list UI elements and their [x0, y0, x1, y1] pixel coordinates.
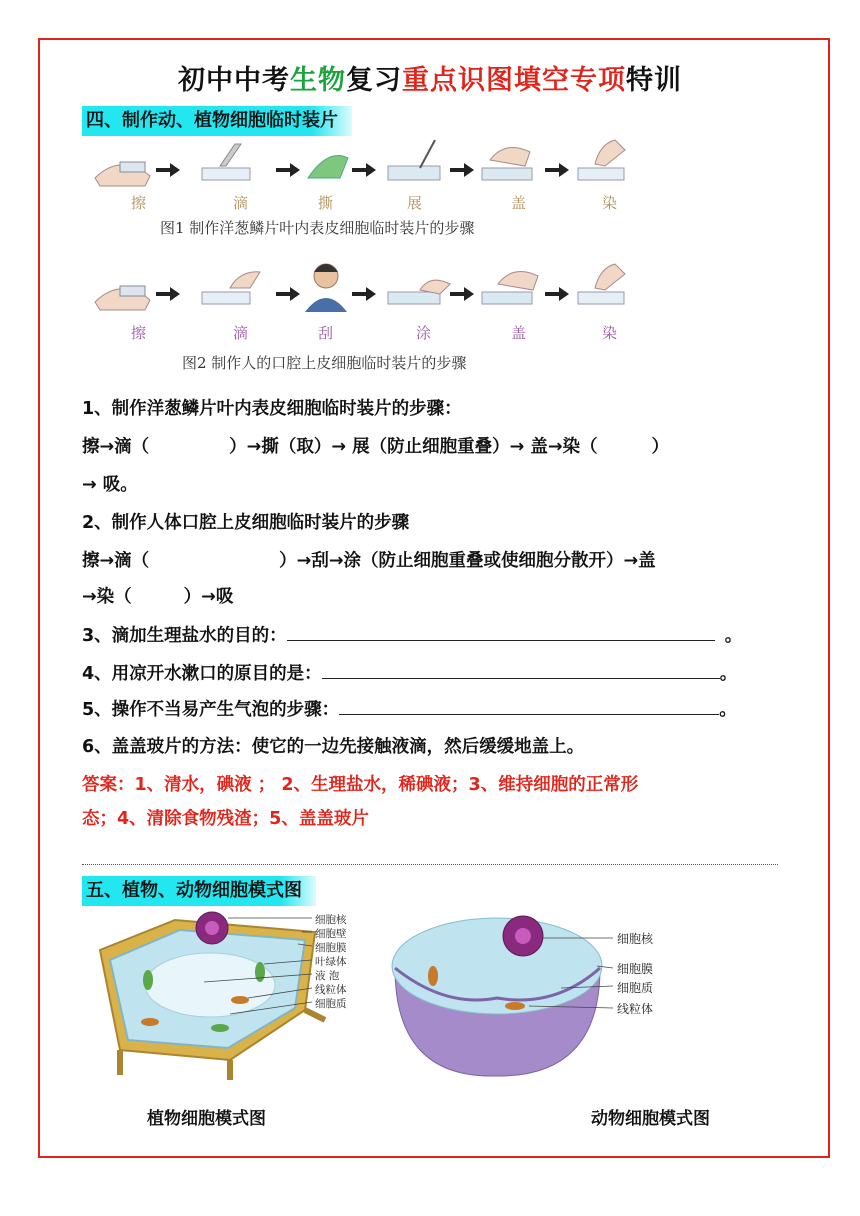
fig2-step-4: 涂	[416, 324, 432, 342]
answer-blank-3[interactable]	[287, 622, 715, 641]
plant-label-cell-membrane: 细胞膜	[315, 942, 347, 954]
fig2-illustration	[90, 262, 650, 322]
question-1-title: 1、制作洋葱鳞片叶内表皮细胞临时装片的步骤：	[82, 399, 462, 419]
section-divider	[82, 864, 778, 865]
fig1-step-6: 染	[602, 194, 618, 212]
animal-cell-caption: 动物细胞模式图	[591, 1109, 710, 1129]
fig2-step-5: 盖	[511, 324, 527, 342]
plant-cell-diagram	[80, 910, 340, 1080]
answer-blank-4[interactable]	[322, 660, 720, 679]
question-2-steps: 擦→滴（ ）→刮→涂（防止细胞重叠或使细胞分散开）→盖	[82, 551, 656, 571]
plant-label-mitochondria: 线粒体	[315, 984, 347, 996]
answer-blank-5[interactable]	[339, 696, 719, 715]
fig2-step-1: 擦	[131, 324, 147, 342]
section4-heading: 四、制作动、植物细胞临时装片	[82, 106, 352, 136]
fig1-step-4: 展	[407, 194, 423, 212]
plant-label-vacuole: 液 泡	[315, 970, 340, 982]
page-title: 初中中考生物复习重点识图填空专项特训	[178, 65, 682, 96]
fig1-illustration	[90, 138, 650, 198]
fig2-step-2: 滴	[233, 324, 249, 342]
fig1-caption: 图1 制作洋葱鳞片叶内表皮细胞临时装片的步骤	[160, 219, 475, 237]
plant-label-chloroplast: 叶绿体	[315, 956, 347, 968]
fig1-step-1: 擦	[131, 194, 147, 212]
fig2-caption: 图2 制作人的口腔上皮细胞临时装片的步骤	[182, 354, 467, 372]
animal-label-nucleus: 细胞核	[617, 932, 654, 946]
question-6: 6、盖盖玻片的方法：使它的一边先接触液滴，然后缓缓地盖上。	[82, 737, 585, 757]
question-3: 3、滴加生理盐水的目的： 。	[82, 622, 782, 649]
fig1-step-5: 盖	[511, 194, 527, 212]
question-4: 4、用凉开水漱口的原目的是： 。	[82, 660, 782, 687]
fig1-step-3: 撕	[318, 194, 334, 212]
plant-cell-caption: 植物细胞模式图	[147, 1109, 266, 1129]
question-2-steps-end: →染（ ）→吸	[82, 587, 234, 607]
question-1-steps: 擦→滴（ ）→撕（取）→ 展（防止细胞重叠）→ 盖→染（ ）	[82, 437, 670, 457]
animal-label-cytoplasm: 细胞质	[617, 981, 654, 995]
animal-label-mitochondria: 线粒体	[617, 1002, 654, 1016]
fig1-step-2: 滴	[233, 194, 249, 212]
plant-label-cell-wall: 细胞壁	[315, 928, 347, 940]
question-2-title: 2、制作人体口腔上皮细胞临时装片的步骤	[82, 513, 410, 533]
answer-line-1: 答案：1、清水，碘液 ； 2、生理盐水，稀碘液；3、维持细胞的正常形	[82, 775, 639, 795]
animal-label-cell-membrane: 细胞膜	[617, 962, 654, 976]
question-1-steps-end: → 吸。	[82, 475, 138, 495]
plant-label-nucleus: 细胞核	[315, 914, 347, 926]
fig2-step-3: 刮	[318, 324, 334, 342]
fig2-step-6: 染	[602, 324, 618, 342]
animal-cell-diagram	[385, 908, 625, 1078]
answer-line-2: 态；4、清除食物残渣；5、盖盖玻片	[82, 809, 369, 829]
section5-heading: 五、植物、动物细胞模式图	[82, 876, 316, 906]
question-5: 5、操作不当易产生气泡的步骤： 。	[82, 696, 782, 723]
plant-label-cytoplasm: 细胞质	[315, 998, 347, 1010]
